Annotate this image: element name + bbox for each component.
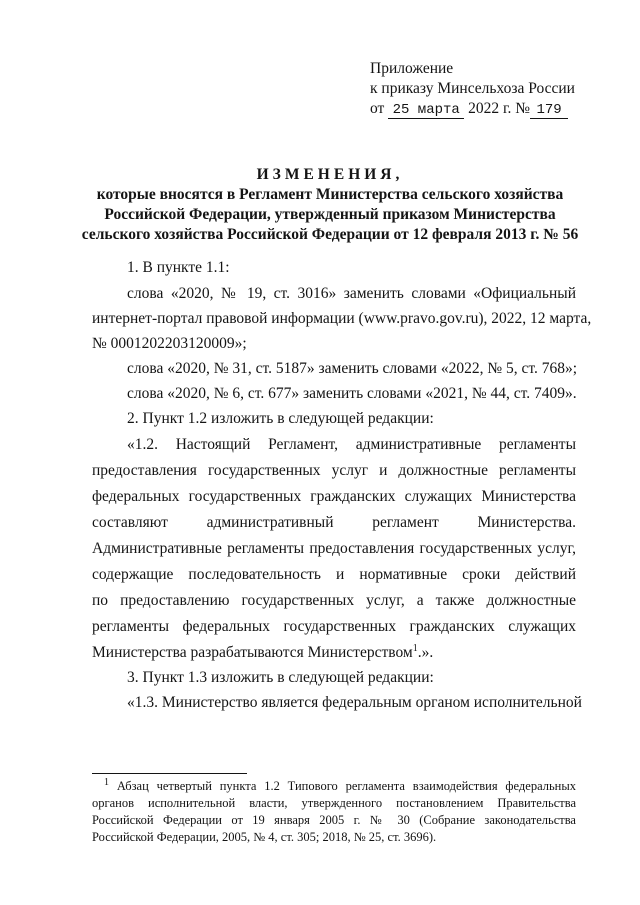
- paragraph-line: федеральных государственных гражданских служащих Министерства: [92, 488, 576, 505]
- paragraph-heading: 2. Пункт 1.2 изложить в следующей редакции:: [127, 410, 434, 427]
- paragraph-line: содержащие последовательность и нормативные сроки действий: [92, 566, 576, 583]
- order-reference: к приказу Минсельхоза России: [370, 80, 575, 97]
- title-line: Российской Федерации, утвержденный приказом Министерства: [104, 206, 556, 223]
- paragraph-line: Административные регламенты предоставления государственных услуг,: [92, 540, 576, 557]
- paragraph-line: слова «2020, № 31, ст. 5187» заменить словами «2022, № 5, ст. 768»;: [127, 360, 578, 377]
- footnote-reference: 1: [412, 642, 418, 654]
- title-line: которые вносятся в Регламент Министерства сельского хозяйства: [96, 186, 564, 203]
- paragraph-heading: 1. В пункте 1.1:: [127, 259, 230, 276]
- footnote-divider: [92, 773, 247, 774]
- paragraph-line: № 0001202203120009»;: [92, 335, 247, 352]
- paragraph-line: интернет-портал правовой информации (www.pravo.gov.ru), 2022, 12 марта,: [92, 310, 592, 327]
- appendix-header: [370, 59, 630, 119]
- paragraph-line: слова «2020, № 19, ст. 3016» заменить словами «Официальный: [127, 285, 576, 302]
- paragraph-line: «1.3. Министерство является федеральным органом исполнительной: [127, 694, 582, 711]
- paragraph-text: .».: [417, 644, 434, 661]
- order-date: 25 марта: [388, 102, 464, 119]
- date-prefix: от: [370, 100, 385, 117]
- document-title: [70, 165, 590, 245]
- footnote-text: Абзац четвертый пункта 1.2 Типового регламента взаимодействия федеральных: [116, 779, 577, 793]
- footnote-line: Российской Федерации, 2005, № 4, ст. 305; 2018, № 25, ст. 3696).: [92, 830, 437, 844]
- footnote-marker: 1: [104, 776, 109, 788]
- paragraph-line: по предоставлению государственных услуг, а также должностные: [92, 592, 576, 609]
- paragraph-heading: 3. Пункт 1.3 изложить в следующей редакции:: [127, 669, 434, 686]
- paragraph-line: регламенты федеральных государственных гражданских служащих: [92, 618, 576, 635]
- title-heading: ИЗМЕНЕНИЯ,: [256, 166, 404, 183]
- footnote-line: Российской Федерации от 19 января 2005 г. № 30 (Собрание законодательства: [92, 813, 576, 827]
- footnote-line: [104, 778, 576, 794]
- paragraph-line: составляют административный регламент Министерства.: [92, 514, 576, 531]
- order-date-line: [370, 99, 630, 119]
- appendix-label: Приложение: [370, 60, 454, 77]
- title-line: сельского хозяйства Российской Федерации от 12 февраля 2013 г. № 56: [81, 226, 579, 243]
- order-number: 179: [530, 102, 568, 119]
- order-year: 2022 г. №: [468, 100, 531, 117]
- paragraph-line: слова «2020, № 6, ст. 677» заменить словами «2021, № 44, ст. 7409».: [127, 385, 577, 402]
- footnote-line: органов исполнительной власти, утвержденного постановлением Правительства: [92, 796, 576, 810]
- paragraph-line: [92, 643, 576, 663]
- paragraph-text: Министерства разрабатываются Министерством: [92, 644, 413, 661]
- paragraph-line: предоставления государственных услуг и должностные регламенты: [92, 462, 576, 479]
- paragraph-line: «1.2. Настоящий Регламент, административные регламенты: [127, 436, 576, 453]
